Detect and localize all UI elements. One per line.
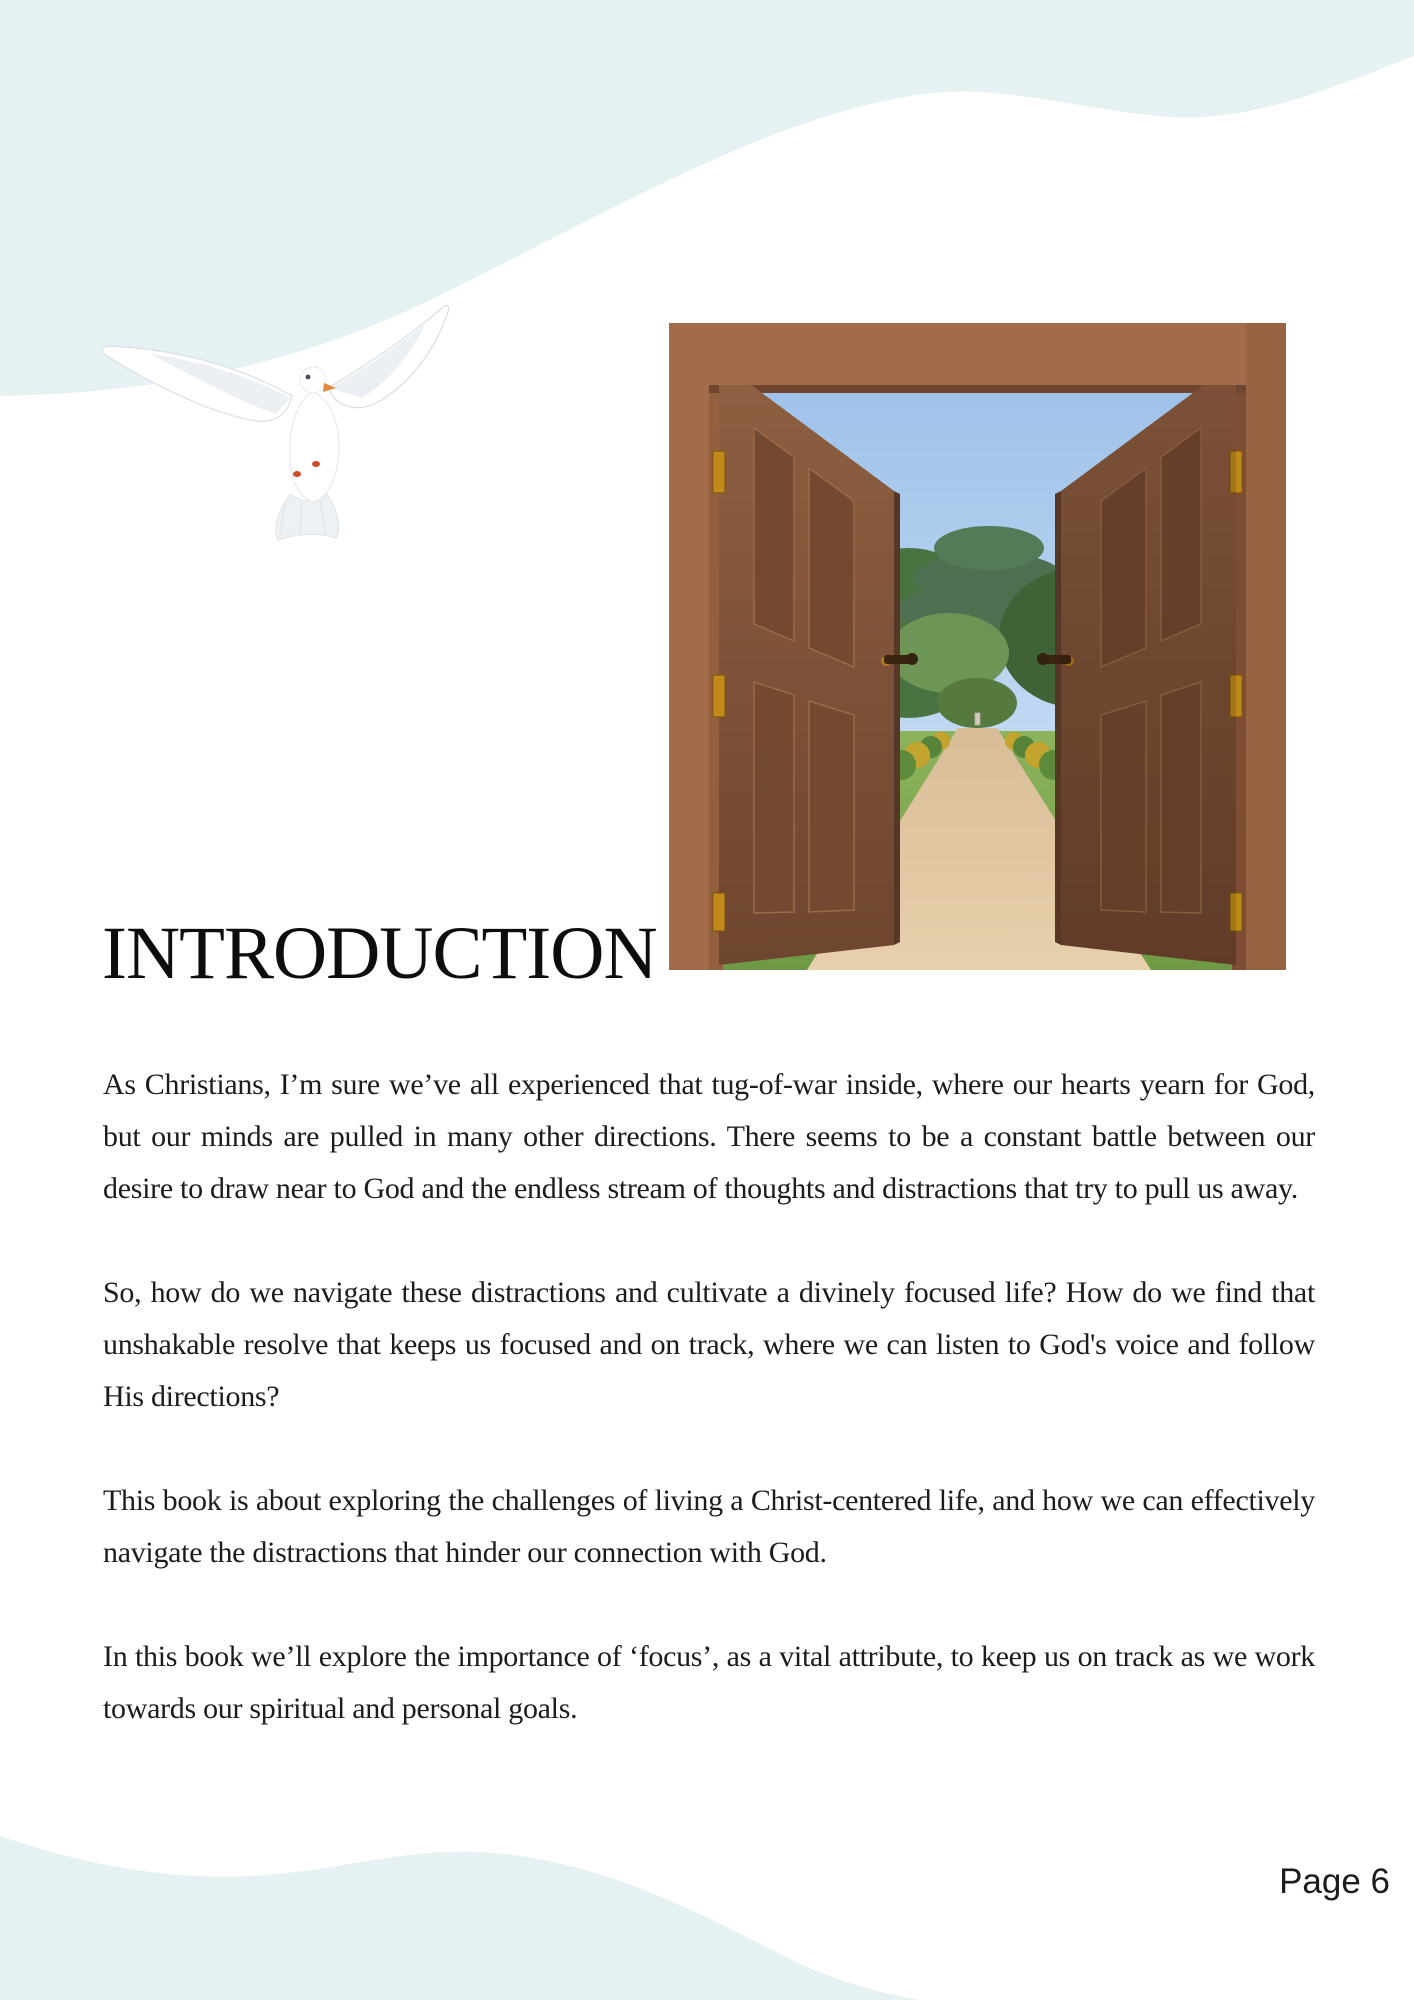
page-title: INTRODUCTION: [102, 912, 657, 995]
bottom-wave-shape: [0, 1836, 920, 2000]
body-paragraph: As Christians, I’m sure we’ve all experienced that tug-of-war inside, where our hearts yearn for God, but our minds are pulled in many other directions. There seems to be a constant battle between our desire to draw near to God and the endless stream of thoughts and distractions that try to pull us away.: [103, 1068, 1315, 1205]
frame-right-shade: [1246, 323, 1286, 970]
dove-head: [300, 367, 326, 393]
body-paragraph: This book is about exploring the challenges of living a Christ-centered life, and how we can effectively navigate the distractions that hinder our connection with God.: [103, 1484, 1315, 1569]
dove-eye: [306, 375, 311, 380]
body-paragraph: So, how do we navigate these distractions and cultivate a divinely focused life? How do we find that unshakable resolve that keeps us focused and on track, where we can listen to God's voice and follow His directions?: [103, 1276, 1315, 1413]
lintel-shadow: [709, 385, 1246, 393]
dove-image: [80, 288, 460, 548]
page-number: Page 6: [1279, 1862, 1390, 1901]
dove-left-wing: [103, 346, 292, 421]
body-paragraph: In this book we’ll explore the importance of ‘focus’, as a vital attribute, to keep us on track as we work towards our spiritual and personal goals.: [103, 1640, 1315, 1725]
dove-foot: [312, 461, 320, 467]
body-text-block: [103, 1059, 1315, 1787]
dove-body-group: [103, 305, 449, 540]
dove-tail: [276, 494, 339, 540]
dove-foot: [293, 471, 301, 477]
dove-torso: [290, 392, 339, 502]
bottom-wave-decoration: [0, 1820, 1414, 2000]
open-doors-image: [669, 323, 1286, 970]
